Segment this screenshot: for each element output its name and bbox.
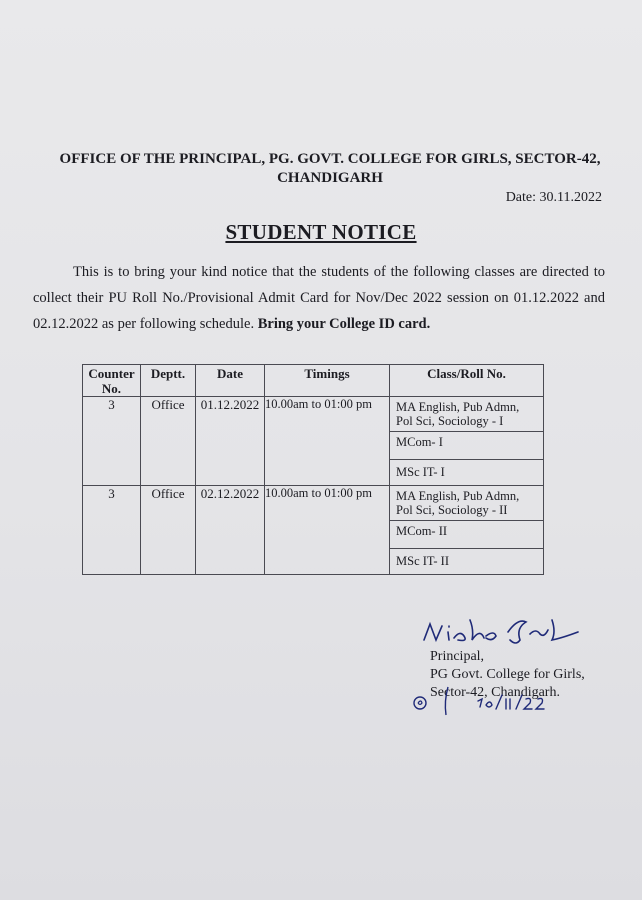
notice-body-bold: Bring your College ID card. [257, 316, 431, 332]
class-entry: MSc IT- II [390, 548, 543, 574]
row-dept: Office [141, 486, 196, 575]
row-date: 02.12.2022 [196, 486, 265, 575]
signatory-designation: Principal, [430, 649, 485, 664]
signatory-college: PG Govt. College for Girls, [430, 667, 585, 682]
office-header-line2: CHANDIGARH [277, 170, 383, 186]
schedule-table [82, 364, 544, 575]
office-header-line1: OFFICE OF THE PRINCIPAL, PG. GOVT. COLLEGE FOR GIRLS, SECTOR-42, [59, 151, 601, 167]
notice-body [33, 259, 605, 337]
row-dept: Office [141, 397, 196, 486]
class-entry: MA English, Pub Admn, Pol Sci, Sociology - I [396, 400, 520, 428]
row-classes [390, 397, 544, 486]
class-entry: MCom- II [390, 520, 543, 548]
table-row [83, 486, 544, 575]
notice-title: STUDENT NOTICE [225, 220, 417, 244]
row-counter: 3 [83, 397, 141, 486]
row-timings: 10.00am to 01:00 pm [265, 397, 390, 486]
class-entry: MCom- I [390, 431, 543, 459]
signatory-address: Sector-42, Chandigarh. [430, 685, 560, 700]
class-entry: MSc IT- I [390, 459, 543, 485]
table-header-row [83, 365, 544, 397]
principal-signature [420, 610, 590, 652]
handwritten-date-note [410, 685, 560, 719]
header-dept: Deptt. [141, 365, 196, 397]
table-row [83, 397, 544, 486]
notice-body-text: This is to bring your kind notice that the students of the following classes are directed to collect their PU Roll No./Provisional Admit Card for Nov/Dec 2022 session on 01.12.2022 and 02.12.2022 as per following schedule. [33, 264, 605, 332]
row-classes [390, 486, 544, 575]
header-date: Date [196, 365, 265, 397]
notice-date: Date: 30.11.2022 [505, 190, 602, 205]
office-header [40, 150, 620, 188]
row-timings: 10.00am to 01:00 pm [265, 486, 390, 575]
row-counter: 3 [83, 486, 141, 575]
class-entry: MA English, Pub Admn, Pol Sci, Sociology - II [396, 489, 520, 517]
header-class: Class/Roll No. [390, 365, 544, 397]
header-timings: Timings [265, 365, 390, 397]
header-counter: Counter No. [83, 365, 141, 397]
row-date: 01.12.2022 [196, 397, 265, 486]
